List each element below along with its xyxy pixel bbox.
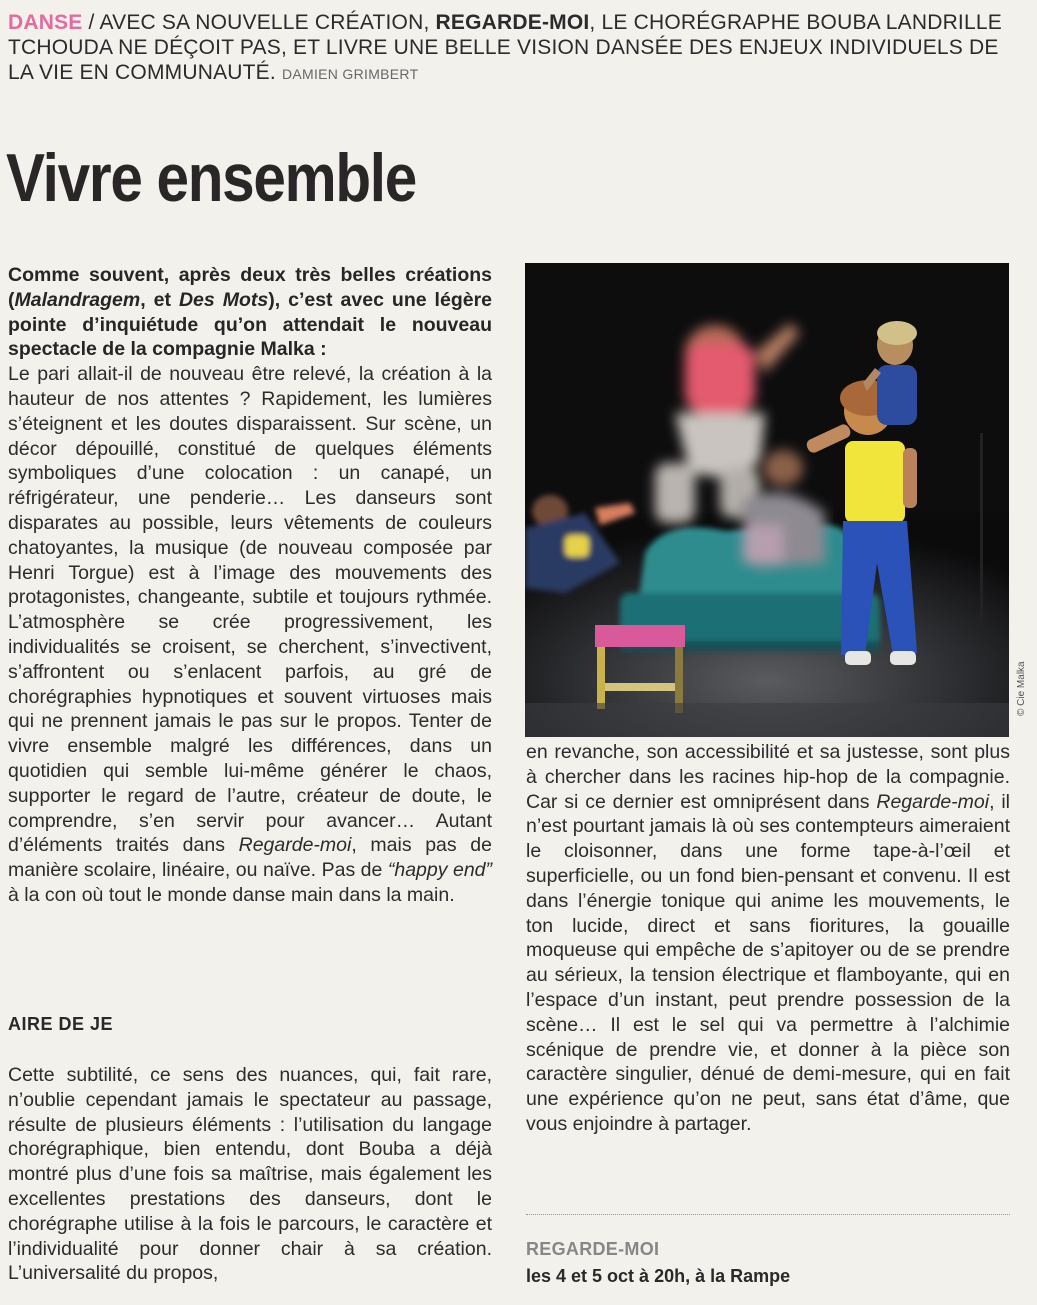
dance-photo-illustration: [525, 263, 1009, 737]
body-paragraph-3: [526, 740, 1010, 1137]
body-text: à la con où tout le monde danse main dans la main.: [8, 883, 455, 906]
lead-text: , et: [140, 288, 179, 311]
article-headline: Vivre ensemble: [6, 140, 416, 216]
kicker-text-start: AVEC SA NOUVELLE CRÉATION,: [99, 11, 436, 34]
photo-credit: © Cie Malka: [1016, 661, 1027, 716]
quote-italic: “happy end”: [387, 859, 492, 882]
info-dates: les 4 et 5 oct à 20h, à la Rampe: [526, 1266, 791, 1286]
lead-work-title: Des Mots: [178, 288, 269, 311]
body-text: , il n’est pourtant jamais là où ses contempteurs aimeraient le cloisonner, dans une forme tape-à-l’œil et superficielle, ou un fond bien-pensant et convenu. Il est dans l’énergie tonique qui anime les mouvements, le ton lucide, direct et sans fioritures, la gouaille moqueuse qui empêche de s’apitoyer ou de se prendre au sérieux, la tension électrique et flamboyante, qui en l’espace d’un instant, peut prendre possession de la scène… Il est le sel qui va permettre à l’alchimie scénique de prendre vie, et donner à la pièce son caractère singulier, dénué de demi-mesure, qui en fait une expérience qu’on ne peut, sans état d’âme, que vous enjoindre à partager.: [526, 790, 1011, 1135]
body-text: , mais pas de manière scolaire, linéaire, ou naïve. Pas de: [8, 834, 492, 882]
show-title: REGARDE-MOI: [435, 11, 590, 34]
body-text: Le pari allait-il de nouveau être relevé, la création à la hauteur de nos attentes ? Rapidement, les lumières s’éteignent et les doutes disparaissent. Sur scène, un décor dépouillé, constitué de quelques éléments symboliques d’une colocation : un canapé, un réfrigérateur, une penderie… Les danseurs sont disparates au possible, leurs vêtements de couleurs chatoyantes, la musique (de nouveau composée par Henri Torgue) est à l’image des mouvements des protagonistes, changeante, subtile et toujours rythmée. L’atmosphère se crée progressivement, les individualités se croisent, se cherchent, s’invectivent, s’affrontent ou s’enlacent parfois, au gré de chorégraphies hypnotiques et souvent virtuoses mais qui ne prennent jamais le pas sur le propos. Tenter de vivre ensemble malgré les différences, dans un quotidien qui semble lui-même générer le chaos, supporter le regard de l’autre, créateur de doute, le comprendre, s’en servir pour avancer… Autant d’éléments traités dans: [8, 363, 492, 857]
show-title-italic: Regarde-moi: [238, 834, 352, 857]
body-text: en revanche, son accessibilité et sa justesse, sont plus à chercher dans les racines hip-hop de la compagnie. Car si ce dernier est omniprésent dans: [526, 741, 1010, 813]
lead-work-title: Malandragem: [14, 288, 141, 311]
column-right: [526, 740, 1010, 1137]
lead-text: ), c’est avec une légère pointe d’inquiétude qu’on attendait le nouveau spectacle de la compagnie Malka :: [8, 288, 493, 361]
lead-paragraph: [8, 263, 492, 362]
column-left-top: [8, 263, 492, 908]
body-paragraph-2: Cette subtilité, ce sens des nuances, qui, fait rare, n’oublie cependant jamais le spectateur au passage, résulte de plusieurs éléments : l’utilisation du langage chorégraphique, bien entendu, dont Bouba a déjà montré plus d’une fois sa maîtrise, mais également les excellentes prestations des danseurs, dont le chorégraphe utilise à la fois le parcours, le caractère et l’individualité pour donner chair à sa création. L’universalité du propos,: [8, 1064, 492, 1285]
info-divider: [526, 1214, 1010, 1215]
column-left-bottom: [8, 1063, 492, 1286]
dance-photo: [525, 263, 1009, 737]
body-paragraph-1: [8, 362, 492, 908]
kicker-text-end: , LE CHORÉGRAPHE BOUBA LANDRILLE TCHOUDA NE DÉÇOIT PAS, ET LIVRE UNE BELLE VISION DANSÉE DES ENJEUX INDIVIDUELS DE LA VIE EN COMMUNAUTÉ.: [8, 11, 1002, 84]
section-subhead: AIRE DE JE: [8, 1014, 114, 1034]
show-title-italic: Regarde-moi: [876, 790, 990, 813]
lead-text: Comme souvent, après deux très belles créations (: [8, 264, 492, 311]
author-name: DAMIEN GRIMBERT: [281, 66, 419, 82]
section-separator: /: [82, 11, 100, 34]
section-label: DANSE: [8, 11, 83, 34]
info-show-title: REGARDE-MOI: [526, 1239, 660, 1259]
article-kicker: [8, 10, 1018, 87]
